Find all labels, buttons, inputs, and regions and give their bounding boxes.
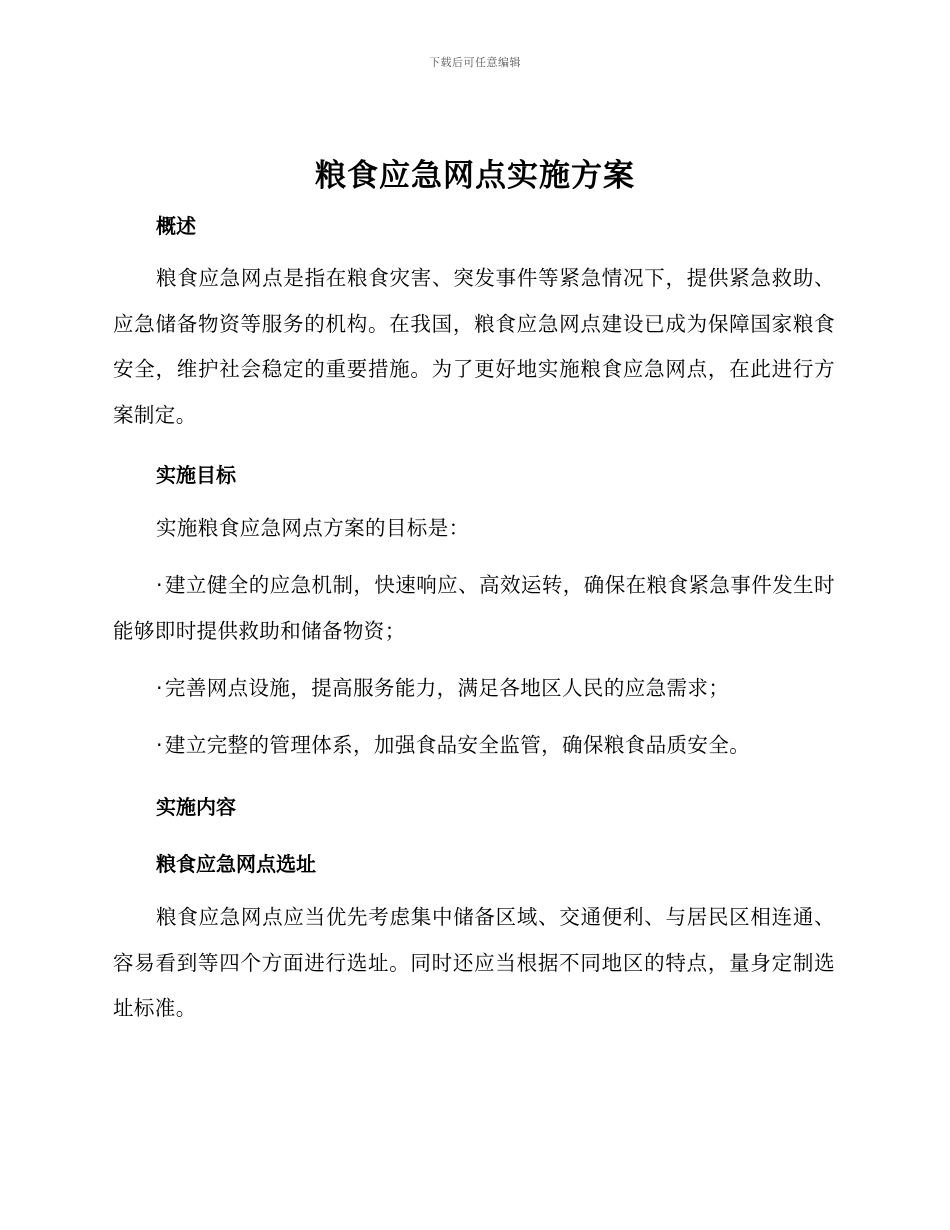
header-note: 下载后可任意编辑 xyxy=(429,56,521,69)
goal-bullet-text: 完善网点设施，提高服务能力，满足各地区人民的应急需求； xyxy=(164,676,730,700)
goal-bullet-text: 建立完整的管理体系，加强食品安全监管，确保粮食品质安全。 xyxy=(164,733,751,757)
bullet-mark: · xyxy=(156,573,163,597)
section-heading-content: 实施内容 xyxy=(156,795,236,819)
bullet-mark: · xyxy=(156,733,163,757)
subsection-heading-site-selection: 粮食应急网点选址 xyxy=(156,852,316,876)
overview-paragraph: 粮食应急网点是指在粮食灾害、突发事件等紧急情况下，提供紧急救助、应急储备物资等服务的机构。在我国，粮食应急网点建设已成为保障国家粮食安全，维护社会稳定的重要措施。为了更好地实施粮食应急网点，在此进行方案制定。 xyxy=(113,266,835,427)
goal-bullet-text: 建立健全的应急机制，快速响应、高效运转，确保在粮食紧急事件发生时能够即时提供救助和储备物资； xyxy=(113,573,835,643)
site-selection-paragraph: 粮食应急网点应当优先考虑集中储备区域、交通便利、与居民区相连通、容易看到等四个方面进行选址。同时还应当根据不同地区的特点，量身定制选址标准。 xyxy=(113,905,835,1020)
goal-bullet-item xyxy=(113,666,835,712)
goal-bullet-item xyxy=(113,563,835,654)
document-title: 粮食应急网点实施方案 xyxy=(315,158,635,194)
section-heading-overview: 概述 xyxy=(156,214,196,238)
goals-intro-paragraph: 实施粮食应急网点方案的目标是： xyxy=(156,516,470,540)
section-heading-goals: 实施目标 xyxy=(156,463,236,487)
bullet-mark: · xyxy=(156,676,163,700)
goal-bullet-item xyxy=(113,723,835,769)
